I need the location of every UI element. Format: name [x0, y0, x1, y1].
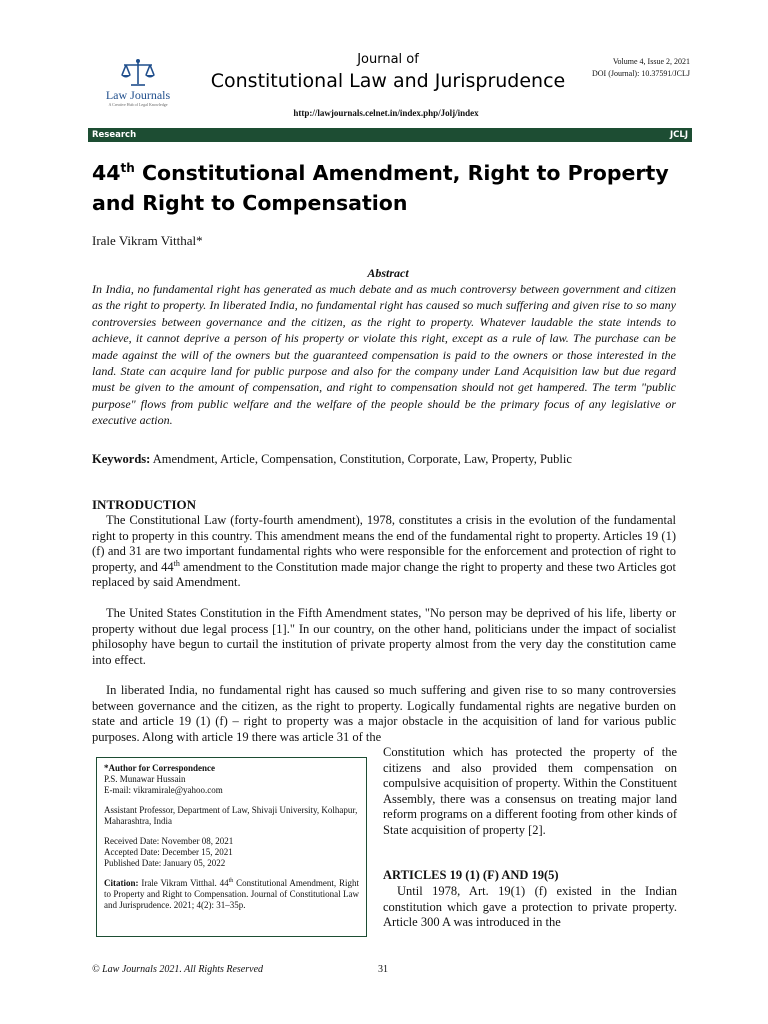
keywords-label: Keywords: [92, 452, 151, 466]
correspondence-email[interactable]: E-mail: vikramirale@yahoo.com [104, 785, 223, 795]
title-number: 44 [92, 161, 121, 185]
citation-b: Constitutional Amendment, Right to Property and Right to Compensation. Journal of Constitutional Law and Jurisprudence. 2021; 4(2): 31–35p. [104, 878, 359, 910]
article-title [92, 158, 682, 218]
articles-heading: ARTICLES 19 (1) (F) AND 19(5) [383, 868, 559, 882]
paragraph-2: The United States Constitution in the Fifth Amendment states, "No person may be deprived of his life, liberty or property without due legal process [1]." In our country, on the other hand, politicians under the impact of socialist philosophy have begun to curtail the institution of private property almost from the very day the constitution came into effect. [92, 606, 676, 667]
abstract-text: In India, no fundamental right has generated as much debate and as much controversy between government and citizen as the right to property. In liberated India, no fundamental right has caused so much suffering and given rise to so many controversies between governance and the citizen, as the right to property. Whatever laudable the state intends to achieve, it cannot deprive a person of his property or violate this right, except as a rule of law. The purchase can be made against the will of the owners but the guaranteed compensation is paid to the owners or those interested in the land. State can acquire land for public purpose and also for the company under Land Acquisition law but due regard must be given to the amount of compensation, and right to compensation should not get hampered. The term "public purpose" flows from public welfare and the welfare of the people should be the primary focus of any legislative or executive action. [92, 282, 676, 428]
published-date: Published Date: January 05, 2022 [104, 858, 226, 868]
journal-abbrev: JCLJ [670, 130, 688, 140]
section-label: Research [92, 130, 137, 140]
paragraph-1-b: amendment to the Constitution made major change the right to property and these two Articles got replaced by said Amendment. [92, 559, 676, 590]
volume-info [592, 56, 690, 80]
accepted-date: Accepted Date: December 15, 2021 [104, 847, 233, 857]
title-sup: th [120, 161, 135, 176]
correspondence-name: P.S. Munawar Hussain [104, 774, 186, 784]
paragraph-3-continued: Constitution which has protected the property of the citizens and also provided them compensation on compulsive acquisition of property. Within the Constituent Assembly, there was a consensus on treating major land reform programs on a different footing from other kinds of State acquisition of property [2]. [383, 745, 677, 837]
citation-label: Citation: [104, 878, 139, 888]
keywords [92, 452, 682, 467]
doi: DOI (Journal): 10.37591/JCLJ [592, 69, 690, 78]
citation-a: Irale Vikram Vitthal. 44 [138, 878, 229, 888]
section-bar [88, 128, 692, 142]
journal-name: Constitutional Law and Jurisprudence [210, 70, 566, 92]
paragraph-1-sup: th [173, 558, 180, 568]
journal-of-label: Journal of [357, 52, 419, 67]
abstract-heading: Abstract [367, 266, 409, 280]
logo-text: Law Journals [105, 88, 171, 102]
citation [104, 878, 359, 911]
logo-tagline: A Creative Hub of Legal Knowledge [108, 102, 168, 107]
received-date: Received Date: November 08, 2021 [104, 836, 234, 846]
correspondence-box [96, 757, 367, 937]
volume-issue: Volume 4, Issue 2, 2021 [612, 57, 690, 66]
title-text: Constitutional Amendment, Right to Property and Right to Compensation [92, 161, 669, 215]
citation-sup: th [228, 878, 234, 884]
keywords-list: Amendment, Article, Compensation, Constitution, Corporate, Law, Property, Public [150, 452, 572, 466]
paragraph-1 [92, 513, 676, 591]
correspondence-heading: *Author for Correspondence [104, 763, 215, 773]
page-number: 31 [378, 964, 388, 975]
footer-copyright: © Law Journals 2021. All Rights Reserved [92, 964, 264, 975]
paragraph-3: In liberated India, no fundamental right has caused so much suffering and given rise to so many controversies between governance and the citizen, as the right to property. Logically fundamental rights are negative burden on state and article 19 (1) (f) – right to property was a major obstacle in the acquisition of land for various public purposes. Along with article 19 there was article 31 of the [92, 683, 676, 744]
author-name: Irale Vikram Vitthal* [92, 233, 203, 248]
paragraph-1-a: The Constitutional Law (forty-fourth amendment), 1978, constitutes a crisis in the evolution of the fundamental right to property in this country. This amendment means the end of the fundamental right to property. Articles 19 (1) (f) and 31 are two important fundamental rights who were responsible for the enforcement and protection of right to property, and 44 [92, 513, 676, 574]
correspondence-affiliation: Assistant Professor, Department of Law, Shivaji University, Kolhapur, Maharashtra, India [104, 805, 358, 826]
paragraph-4: Until 1978, Art. 19(1) (f) existed in the Indian constitution which gave a protection to private property. Article 300 A was introduced in the [383, 884, 677, 930]
journal-url[interactable]: http://lawjournals.celnet.in/index.php/Jolj/index [293, 108, 479, 118]
intro-heading: INTRODUCTION [92, 497, 197, 512]
